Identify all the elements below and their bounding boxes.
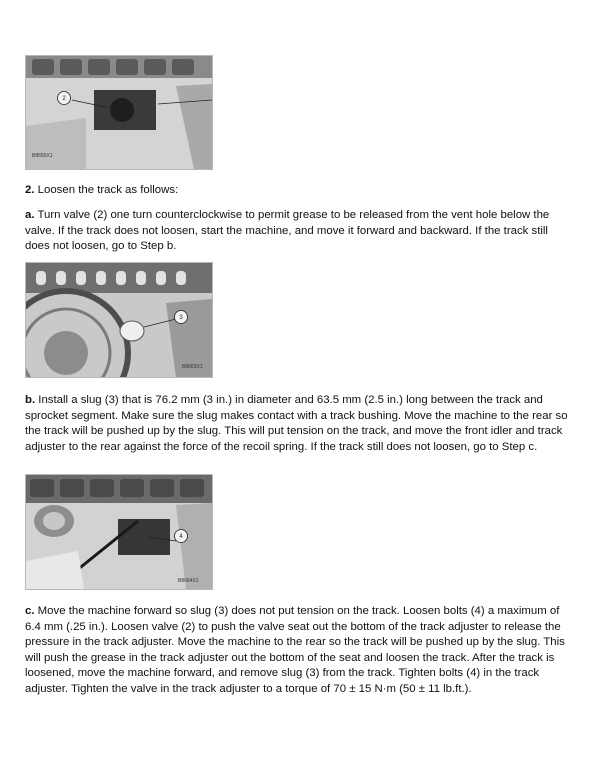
- figure-1-code: [32, 150, 72, 160]
- svg-text:B8663X1: B8663X1: [182, 364, 203, 370]
- figure-1-callout: [56, 90, 72, 106]
- figure-3-callout: [173, 528, 189, 544]
- step-c-paragraph: [25, 604, 573, 698]
- step-2-number: 2.: [25, 184, 35, 196]
- step-2-heading: [25, 183, 573, 199]
- figure-2-callout: [173, 309, 189, 325]
- figure-2-code: [182, 361, 222, 371]
- step-a-paragraph: [25, 208, 573, 255]
- step-c-text: Move the machine forward so slug (3) does not put tension on the track. Loosen bolts (4) a maximum of 6.4 mm (.25 in.). Loosen valve (2) to push the valve seat out the bottom of the track adjuster to release the pressure in the track adjuster. Move the machine to the rear so the track will be pushed up by the slug. This will push the grease in the track adjuster out the bottom of the seat and loosen the track. After the track is loosened, move the machine forward, and remove slug (3) from the track. Tighten bolts (4) in the track adjuster. Tighten the valve in the track adjuster to a torque of 70 ± 15 N·m (50 ± 11 lb.ft.).: [25, 605, 565, 695]
- figure-2-callout-label: 3: [179, 315, 183, 322]
- step-a-label: a.: [25, 209, 35, 221]
- step-b-paragraph: [25, 393, 573, 455]
- figure-3-callout-label: 4: [179, 534, 183, 541]
- step-b-text: Install a slug (3) that is 76.2 mm (3 in.) in diameter and 63.5 mm (2.5 in.) long between the track and sprocket segment. Make sure the slug makes contact with a track bushing. Move the machine to the rear so the track will be pushed up by the slug. This will put tension on the track, and move the front idler and track adjuster to the rear against the force of the recoil spring. If the track still does not loosen, go to Step c.: [25, 394, 568, 453]
- svg-text:B8664X1: B8664X1: [178, 578, 199, 584]
- step-a-text: Turn valve (2) one turn counterclockwise to permit grease to be released from the vent hole below the valve. If the track does not loosen, start the machine, and move it forward and backward. If the track still does not loosen, go to Step b.: [25, 209, 550, 253]
- step-2-text: Loosen the track as follows:: [37, 184, 179, 196]
- figure-3-code: [178, 575, 218, 585]
- figure-1-callout-label: 2: [62, 96, 66, 103]
- step-b-label: b.: [25, 394, 36, 406]
- svg-text:B8655X1: B8655X1: [32, 153, 53, 159]
- step-c-label: c.: [25, 605, 35, 617]
